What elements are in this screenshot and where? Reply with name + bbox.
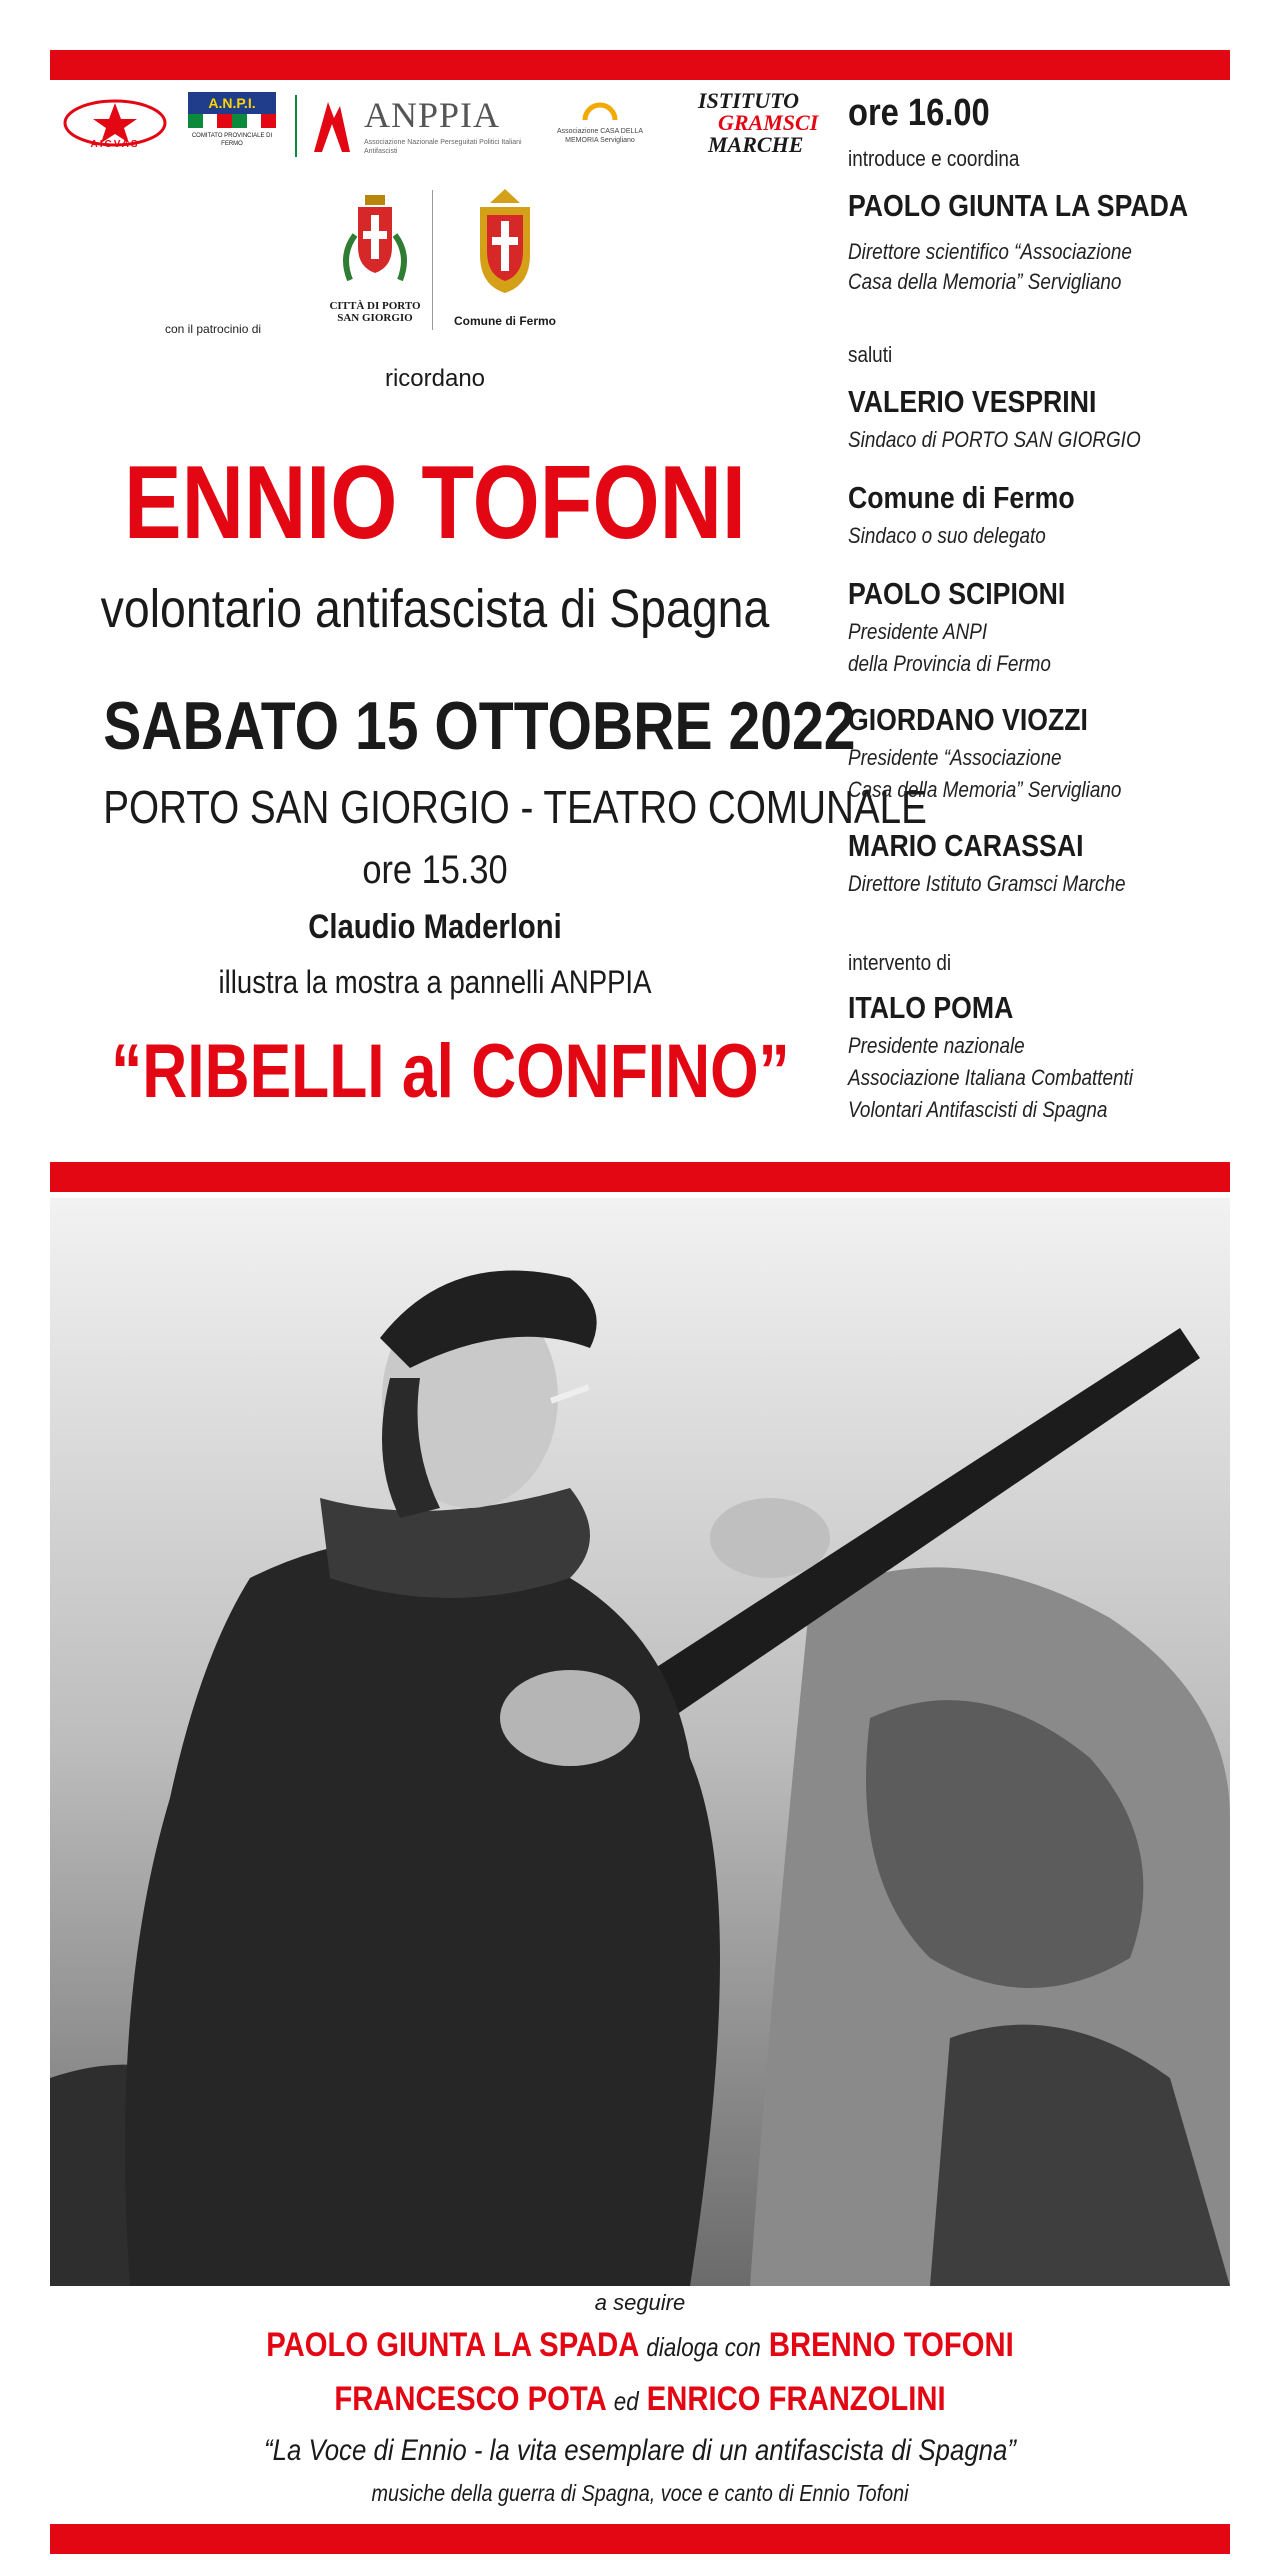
aicvas-logo: [55, 95, 175, 155]
exhibit-title: “RIBELLI al CONFINO”: [111, 1029, 790, 1114]
coordinator-role-1: Direttore scientifico “Associazione: [848, 239, 1132, 264]
intervento-label: intervento di: [848, 950, 952, 975]
speaker-viozzi-role-2: Casa della Memoria” Servigliano: [848, 777, 1122, 802]
footer-speaker-franzolini: ENRICO FRANZOLINI: [646, 2380, 946, 2418]
speaker-scipioni-role-2: della Provincia di Fermo: [848, 651, 1051, 676]
casa-memoria-logo: [555, 100, 645, 160]
footer-speaker-giunta: PAOLO GIUNTA LA SPADA: [266, 2326, 639, 2364]
comune-fermo-label: Comune di Fermo: [453, 314, 556, 328]
soldier-with-rifle-image: [50, 1198, 1230, 2286]
top-red-bar: [50, 50, 1230, 80]
speaker-comune-fermo: Comune di Fermo: [848, 480, 1075, 515]
speaker-viozzi: GIORDANO VIOZZI: [848, 702, 1088, 737]
speaker-poma: ITALO POMA: [848, 990, 1014, 1025]
arc-icon: [555, 100, 645, 122]
speaker-scipioni: PAOLO SCIPIONI: [848, 576, 1066, 611]
gramsci-line3: MARCHE: [708, 132, 804, 157]
porto-san-giorgio-crest: [320, 185, 430, 335]
patrocinio-label: con il patrocinio di: [165, 322, 262, 336]
anppia-sub: Associazione Nazionale Perseguitati Politici Italiani Antifascisti: [364, 139, 522, 155]
anpi-sub: COMITATO PROVINCIALE DI FERMO: [191, 133, 273, 147]
gramsci-line1: ISTITUTO: [698, 88, 800, 113]
bottom-red-bar: [50, 2524, 1230, 2554]
saluti-label: saluti: [848, 342, 893, 367]
a-seguire-label: a seguire: [594, 2290, 686, 2315]
event-time-1: ore 15.30: [362, 848, 508, 892]
crest-icon: [320, 185, 430, 295]
gramsci-logo: [670, 88, 840, 163]
speaker-poma-role-2: Associazione Italiana Combattenti: [848, 1065, 1134, 1090]
coordinator-role-2: Casa della Memoria” Servigliano: [848, 269, 1122, 294]
anppia-label: ANPPIA: [364, 95, 501, 135]
event-title: ENNIO TOFONI: [124, 445, 746, 561]
speaker-poma-role-1: Presidente nazionale: [848, 1033, 1025, 1058]
event-subtitle: volontario antifascista di Spagna: [100, 579, 770, 639]
anpi-logo: [188, 92, 280, 162]
speaker-vesprini-role: Sindaco di PORTO SAN GIORGIO: [848, 427, 1141, 452]
speaker-1-name: Claudio Maderloni: [308, 908, 562, 946]
footer-quote: “La Voce di Ennio - la vita esemplare di un antifascista di Spagna”: [264, 2434, 1016, 2467]
footer-dialoga: dialoga con: [646, 2332, 761, 2362]
intro-label: introduce e coordina: [848, 146, 1020, 171]
anppia-flame-icon: [308, 96, 356, 156]
crest-divider: [432, 190, 433, 330]
porto-san-giorgio-label: CITTÀ DI PORTO SAN GIORGIO: [329, 300, 421, 324]
speaker-comune-fermo-role: Sindaco o suo delegato: [848, 523, 1046, 548]
speaker-scipioni-role-1: Presidente ANPI: [848, 619, 988, 644]
aicvas-label: AICVAS: [90, 139, 140, 150]
ennio-tofoni-photo: [50, 1198, 1230, 2286]
gramsci-line2: GRAMSCI: [718, 110, 819, 135]
speaker-carassai-role: Direttore Istituto Gramsci Marche: [848, 871, 1126, 896]
coordinator-name: PAOLO GIUNTA LA SPADA: [848, 188, 1189, 223]
speaker-viozzi-role-1: Presidente “Associazione: [848, 745, 1062, 770]
middle-red-bar: [50, 1162, 1230, 1192]
anppia-logo: [308, 92, 528, 162]
anpi-label: A.N.P.I.: [188, 92, 276, 114]
speaker-carassai: MARIO CARASSAI: [848, 828, 1084, 863]
footer-line-2: [90, 2380, 1191, 2419]
divider-line: [295, 95, 297, 157]
comune-fermo-crest: [450, 185, 560, 335]
event-venue: PORTO SAN GIORGIO - TEATRO COMUNALE: [103, 781, 927, 833]
footer-ed: ed: [613, 2386, 639, 2416]
footer-line-1: [90, 2326, 1191, 2365]
speaker-1-desc: illustra la mostra a pannelli ANPPIA: [218, 964, 652, 1000]
footer-music: musiche della guerra di Spagna, voce e canto di Ennio Tofoni: [371, 2480, 909, 2506]
footer-speaker-pota: FRANCESCO POTA: [334, 2380, 606, 2418]
ricordano-label: ricordano: [384, 365, 486, 392]
speaker-vesprini: VALERIO VESPRINI: [848, 384, 1097, 419]
speaker-poma-role-3: Volontari Antifascisti di Spagna: [848, 1097, 1108, 1122]
footer-speaker-brenno: BRENNO TOFONI: [768, 2326, 1014, 2364]
program-time: ore 16.00: [848, 92, 990, 134]
event-date: SABATO 15 OTTOBRE 2022: [103, 688, 856, 764]
fermo-crest-icon: [450, 185, 560, 305]
casa-memoria-label: Associazione CASA DELLA MEMORIA Servigliano: [557, 128, 643, 144]
